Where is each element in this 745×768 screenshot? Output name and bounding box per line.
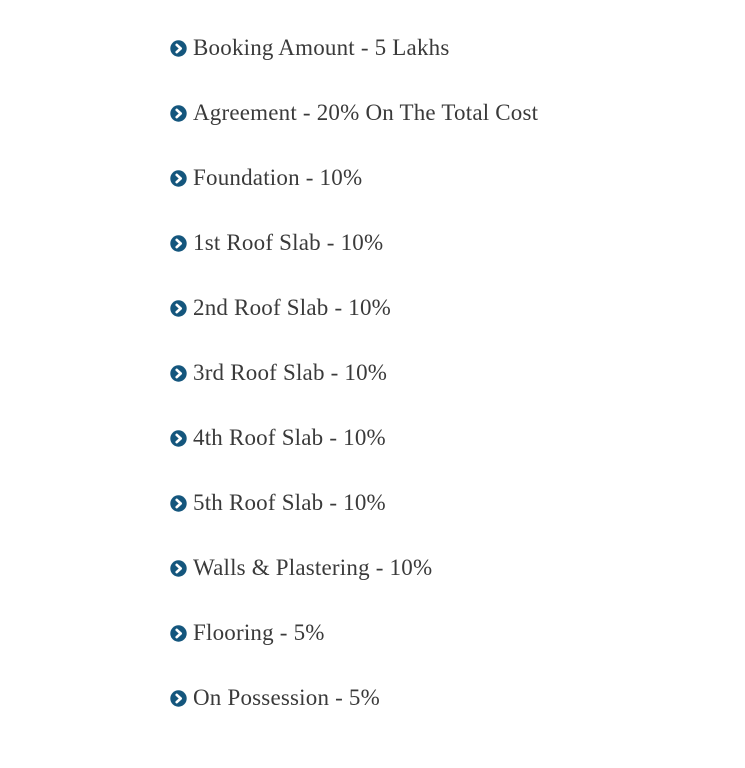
list-item-label: On Possession - 5% — [193, 685, 380, 710]
chevron-right-circle-icon — [170, 430, 187, 447]
chevron-right-circle-icon — [170, 235, 187, 252]
list-item — [170, 620, 745, 646]
chevron-right-circle-icon — [170, 495, 187, 512]
list-item-label: 1st Roof Slab - 10% — [193, 230, 384, 255]
list-item — [170, 555, 745, 581]
list-item-label: Foundation - 10% — [193, 165, 363, 190]
list-item — [170, 490, 745, 516]
chevron-right-circle-icon — [170, 300, 187, 317]
list-item — [170, 230, 745, 256]
list-item — [170, 685, 745, 711]
chevron-right-circle-icon — [170, 40, 187, 57]
list-item — [170, 425, 745, 451]
list-item-label: Walls & Plastering - 10% — [193, 555, 433, 580]
chevron-right-circle-icon — [170, 105, 187, 122]
list-item — [170, 165, 745, 191]
chevron-right-circle-icon — [170, 365, 187, 382]
chevron-right-circle-icon — [170, 170, 187, 187]
list-item-label: 2nd Roof Slab - 10% — [193, 295, 392, 320]
list-item — [170, 100, 745, 126]
list-item — [170, 295, 745, 321]
list-item — [170, 35, 745, 61]
list-item-label: 3rd Roof Slab - 10% — [193, 360, 388, 385]
list-item — [170, 360, 745, 386]
list-item-label: Agreement - 20% On The Total Cost — [193, 100, 539, 125]
chevron-right-circle-icon — [170, 625, 187, 642]
list-item-label: 5th Roof Slab - 10% — [193, 490, 386, 515]
chevron-right-circle-icon — [170, 690, 187, 707]
list-item-label: Flooring - 5% — [193, 620, 325, 645]
list-item-label: Booking Amount - 5 Lakhs — [193, 35, 450, 60]
list-item-label: 4th Roof Slab - 10% — [193, 425, 386, 450]
chevron-right-circle-icon — [170, 560, 187, 577]
